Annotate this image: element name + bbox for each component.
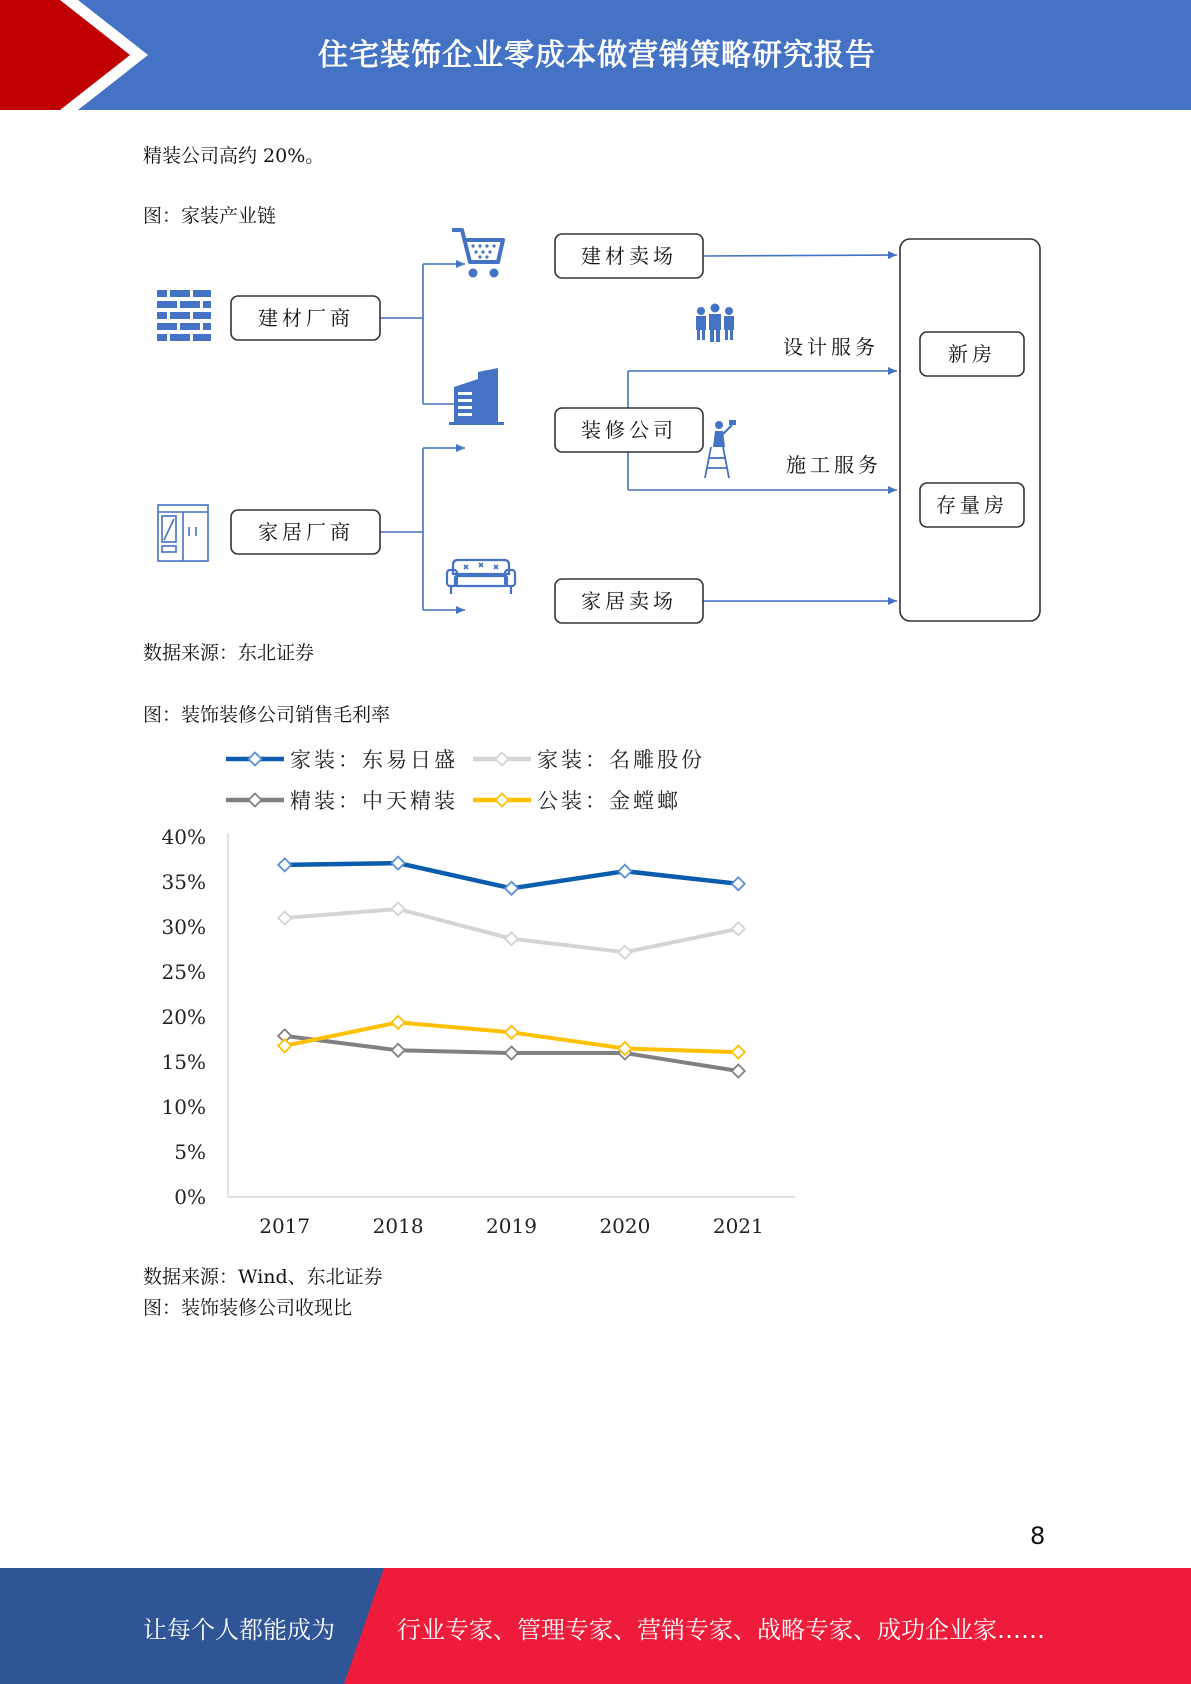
data-point — [392, 1044, 405, 1057]
y-axis — [162, 825, 228, 1209]
data-point — [392, 1016, 405, 1029]
data-point — [732, 1065, 745, 1078]
data-point — [732, 922, 745, 935]
data-point — [392, 857, 405, 870]
x-tick-label: 2018 — [372, 1214, 424, 1238]
data-point — [505, 932, 518, 945]
wardrobe-icon — [158, 505, 208, 561]
legend-label: 家装：东易日盛 — [290, 748, 458, 772]
page-number: 8 — [1030, 1522, 1046, 1550]
y-tick-label: 10% — [161, 1095, 206, 1119]
node-label-home-furnishing-maker: 家居厂商 — [258, 520, 354, 544]
legend-marker — [249, 753, 262, 766]
legend-marker — [249, 794, 262, 807]
legend-marker — [496, 753, 509, 766]
node-label-building-materials-maker: 建材厂商 — [258, 306, 354, 330]
brick-wall-icon — [157, 290, 211, 341]
data-point — [505, 882, 518, 895]
office-building-icon — [449, 368, 504, 425]
figure-1-title: 图：家装产业链 — [143, 205, 277, 227]
chart-legend — [226, 748, 705, 813]
node-label-decoration-company: 装修公司 — [581, 418, 677, 442]
figure-2-title: 图：装饰装修公司销售毛利率 — [143, 704, 391, 726]
node-label-building-materials-market: 建材卖场 — [581, 244, 677, 268]
y-tick-label: 40% — [161, 825, 206, 849]
page-footer — [0, 1568, 1191, 1684]
intro-text: 精装公司高约 20%。 — [143, 145, 325, 167]
y-tick-label: 15% — [161, 1050, 206, 1074]
y-tick-label: 5% — [174, 1140, 206, 1164]
legend-label: 精装：中天精装 — [290, 789, 458, 813]
legend-marker — [496, 794, 509, 807]
node-label-new-house: 新房 — [948, 342, 996, 366]
construction-service-label: 施工服务 — [786, 453, 882, 477]
legend-label: 家装：名雕股份 — [537, 748, 705, 772]
data-point — [278, 912, 291, 925]
x-tick-label: 2017 — [259, 1214, 311, 1238]
report-title: 住宅装饰企业零成本做营销策略研究报告 — [318, 38, 876, 73]
legend-item — [473, 748, 705, 772]
data-point — [392, 903, 405, 916]
data-point — [278, 1039, 291, 1052]
x-tick-label: 2019 — [486, 1214, 537, 1238]
y-tick-label: 0% — [174, 1185, 206, 1209]
x-axis — [228, 1197, 795, 1238]
footer-slogan-left: 让每个人都能成为 — [143, 1616, 335, 1644]
data-point — [732, 1046, 745, 1059]
figure-3-title: 图：装饰装修公司收现比 — [143, 1297, 353, 1319]
destination-group — [900, 239, 1040, 621]
figure-2-source: 数据来源：Wind、东北证券 — [143, 1266, 383, 1288]
x-tick-label: 2020 — [599, 1214, 651, 1238]
industry-chain-diagram — [140, 222, 1060, 632]
designers-icon — [696, 304, 734, 343]
series-0 — [278, 857, 745, 895]
data-point — [732, 877, 745, 890]
node-label-home-furnishing-market: 家居卖场 — [581, 589, 677, 613]
footer-slogan-right: 行业专家、管理专家、营销专家、战略专家、成功企业家…… — [397, 1616, 1045, 1644]
data-point — [278, 858, 291, 871]
data-point — [618, 865, 631, 878]
chart-series — [278, 857, 745, 1078]
sofa-icon — [447, 560, 515, 594]
node-label-existing-house: 存量房 — [936, 493, 1008, 517]
data-point — [505, 1026, 518, 1039]
data-point — [618, 946, 631, 959]
figure-1-source: 数据来源：东北证券 — [143, 642, 315, 664]
data-point — [505, 1047, 518, 1060]
y-tick-label: 35% — [161, 870, 206, 894]
y-tick-label: 20% — [161, 1005, 206, 1029]
legend-item — [473, 789, 681, 813]
x-tick-label: 2021 — [712, 1214, 764, 1238]
series-1 — [278, 903, 745, 959]
shopping-cart-icon — [452, 230, 503, 278]
gross-margin-chart — [140, 730, 820, 1240]
page-header — [0, 0, 1191, 110]
legend-item — [226, 748, 458, 772]
y-tick-label: 30% — [161, 915, 206, 939]
legend-label: 公装：金螳螂 — [537, 789, 681, 813]
y-tick-label: 25% — [161, 960, 206, 984]
legend-item — [226, 789, 458, 813]
design-service-label: 设计服务 — [783, 335, 879, 359]
painter-ladder-icon — [705, 420, 736, 478]
